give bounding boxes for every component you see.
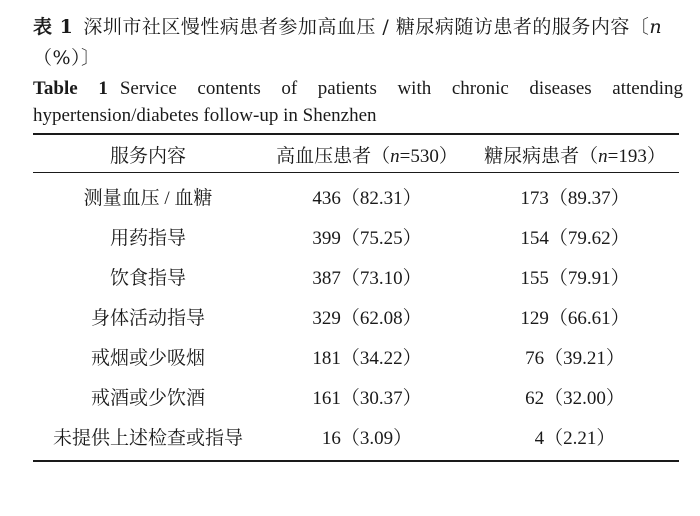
table-row xyxy=(33,216,679,256)
header-hypertension: 高血压患者（n=530） xyxy=(276,146,458,167)
hypertension-cell: 387（73.10） xyxy=(312,267,422,289)
data-table xyxy=(33,137,679,456)
header-service: 服务内容 xyxy=(109,146,186,167)
diabetes-cell: 129（66.61） xyxy=(520,307,630,329)
hypertension-cell: 161（30.37） xyxy=(312,387,422,409)
service-cell: 测量血压 / 血糖 xyxy=(83,187,213,209)
diabetes-cell: 76（39.21） xyxy=(525,347,625,369)
service-cell: 用药指导 xyxy=(109,227,186,249)
table-label-cn: 表 1 xyxy=(33,16,74,38)
caption-cn-n: n xyxy=(649,16,663,38)
table-row xyxy=(33,296,679,336)
diabetes-cell: 4（2.21） xyxy=(534,427,616,449)
service-cell: 饮食指导 xyxy=(109,267,186,289)
service-cell: 未提供上述检查或指导 xyxy=(52,427,243,449)
caption-en-text-1: Service contents of patients with chronic diseases attending xyxy=(119,78,683,99)
service-cell: 戒酒或少饮酒 xyxy=(90,387,205,409)
top-rule xyxy=(33,133,679,135)
hypertension-cell: 16（3.09） xyxy=(321,427,413,449)
table-caption-english xyxy=(33,75,683,129)
table-row xyxy=(33,172,679,216)
hypertension-cell: 329（62.08） xyxy=(312,307,422,329)
service-cell: 戒烟或少吸烟 xyxy=(90,347,205,369)
hypertension-cell: 181（34.22） xyxy=(312,347,422,369)
service-cell: 身体活动指导 xyxy=(90,307,205,329)
caption-en-line2: hypertension/diabetes follow-up in Shenzhen xyxy=(33,105,377,126)
diabetes-cell: 154（79.62） xyxy=(520,227,630,249)
hypertension-cell: 399（75.25） xyxy=(312,227,422,249)
diabetes-cell: 62（32.00） xyxy=(525,387,625,409)
header-row xyxy=(33,137,679,172)
caption-cn-unit: （%）〕 xyxy=(33,47,101,69)
caption-en-line1 xyxy=(33,75,683,102)
header-diabetes: 糖尿病患者（n=193） xyxy=(484,146,666,167)
table-row xyxy=(33,376,679,416)
table-label-en: Table 1 xyxy=(33,78,108,99)
table-caption-chinese xyxy=(33,12,683,74)
hypertension-cell: 436（82.31） xyxy=(312,187,422,209)
table-row xyxy=(33,256,679,296)
caption-cn-text: 深圳市社区慢性病患者参加高血压 / 糖尿病随访患者的服务内容〔 xyxy=(83,16,650,38)
bottom-rule xyxy=(33,460,679,462)
table-row xyxy=(33,336,679,376)
diabetes-cell: 173（89.37） xyxy=(520,187,630,209)
diabetes-cell: 155（79.91） xyxy=(520,267,630,289)
table-row xyxy=(33,416,679,456)
